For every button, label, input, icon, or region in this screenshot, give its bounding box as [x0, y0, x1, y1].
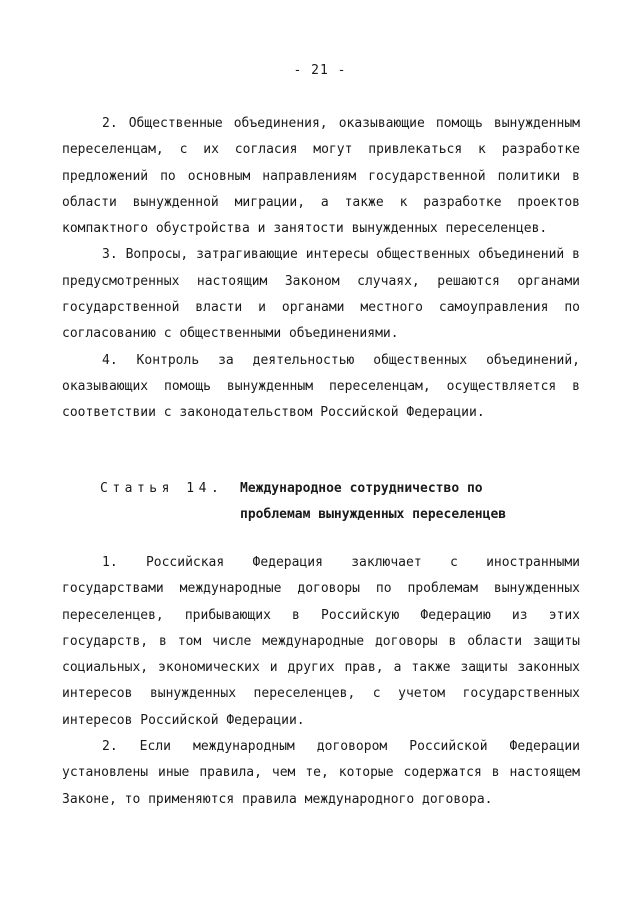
paragraph-2: 2. Общественные объединения, оказывающие помощь вынужденным переселенцам, с их согласия могут привлекаться к разработке предложений по основным направлениям государственной политики в области вынужденной миграции, а также к разработке проектов компактного обустройства и занятости вынужденных переселенцев.: [62, 116, 580, 237]
article-14-paragraph-1: 1. Российская Федерация заключает с иностранными государствами международные договоры по проблемам вынужденных переселенцев, прибывающих в Российскую Федерацию из этих государств, в том числе международные договоры в области защиты социальных, экономических и других прав, а также защиты законных интересов вынужденных переселенцев, с учетом государственных интересов Российской Федерации.: [62, 555, 580, 728]
paragraph-3: 3. Вопросы, затрагивающие интересы общественных объединений в предусмотренных настоящим Законом случаях, решаются органами государственной власти и органами местного самоуправления по согласованию с общественными объединениями.: [62, 247, 580, 342]
article-title-line-1: Международное сотрудничество по: [240, 481, 483, 496]
article-14-paragraph-2: 2. Если международным договором Российской Федерации установлены иные правила, чем те, которые содержатся в настоящем Законе, то применяются правила международного договора.: [62, 739, 580, 807]
article-title-line-2: проблемам вынужденных переселенцев: [240, 507, 507, 522]
paragraph-4: 4. Контроль за деятельностью общественных объединений, оказывающих помощь вынужденным переселенцам, осуществляется в соответствии с законодательством Российской Федерации.: [62, 352, 580, 421]
paragraphs-bottom: [62, 550, 580, 813]
paragraphs-top: [62, 111, 580, 427]
page-number: - 21 -: [293, 63, 347, 78]
article-title: [240, 476, 580, 528]
article-label: Статья 14.: [100, 481, 224, 496]
